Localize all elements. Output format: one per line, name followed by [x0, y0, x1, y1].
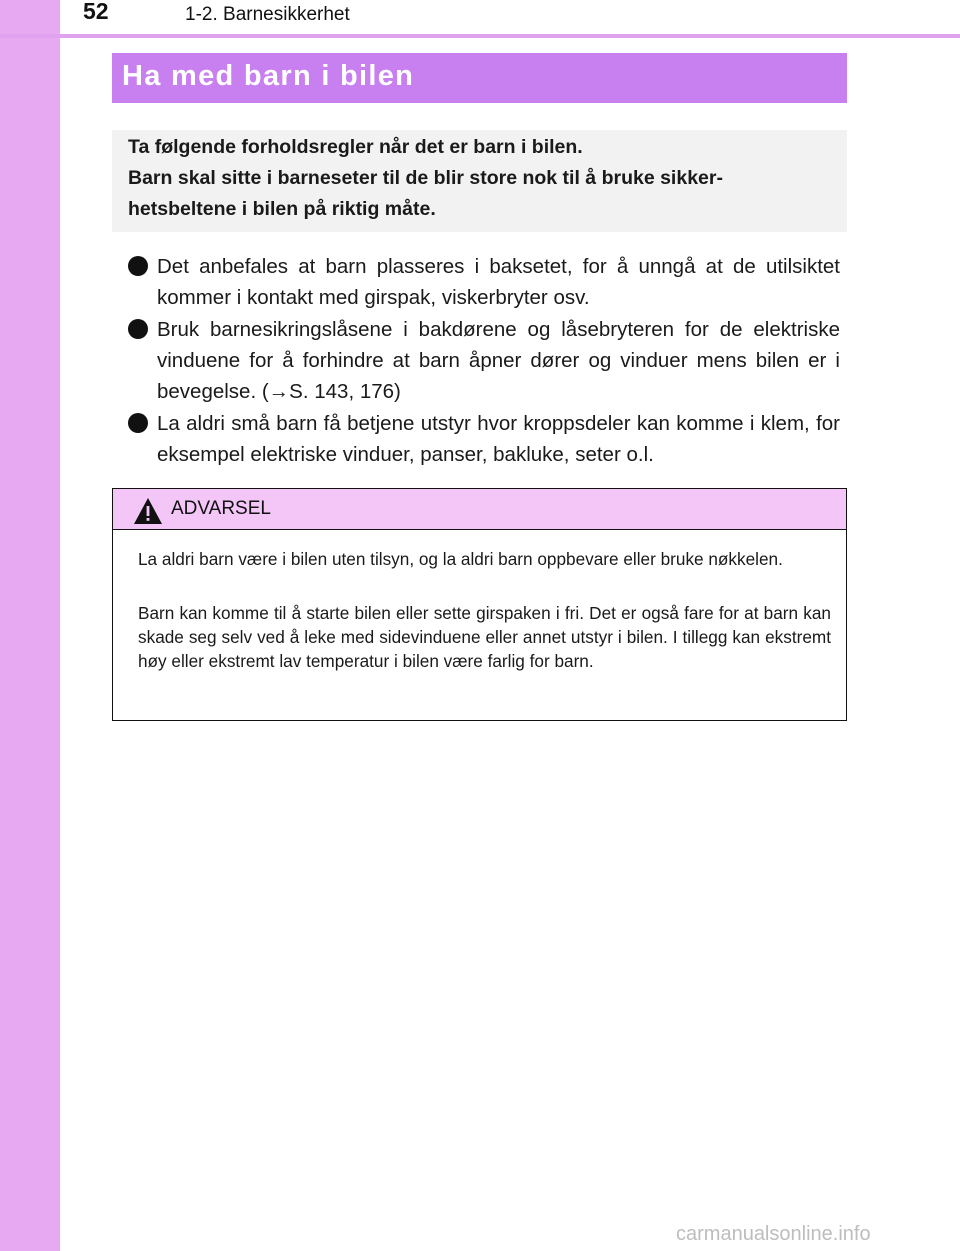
page-title: Ha med barn i bilen: [122, 60, 415, 92]
intro-box: [112, 130, 847, 232]
page-number: 52: [83, 0, 109, 24]
bullet-item: [128, 251, 840, 313]
bullet-text: La aldri små barn få betjene utstyr hvor kroppsdeler kan komme i klem, for eksempel elektriske vinduer, panser, bakluke, seter o.l.: [157, 412, 840, 466]
section-label: 1-2. Barnesikkerhet: [185, 4, 350, 25]
bullet-dot-icon: [128, 413, 148, 433]
warning-header: [113, 489, 846, 530]
left-margin-strip: [0, 0, 60, 1251]
warning-paragraph: Barn kan komme til å starte bilen eller sette girspaken i fri. Det er også fare for at barn kan skade seg selv ved å leke med sidevinduene eller annet utstyr i bilen. I tillegg kan ekstremt høy eller ekstremt lav temperatur i bilen være farlig for barn.: [138, 603, 831, 671]
warning-box: [112, 488, 847, 721]
bullet-text: Det anbefales at barn plasseres i baksetet, for å unngå at de utilsiktet kommer i kontakt med girspak, viskerbryter osv.: [157, 255, 840, 309]
header-rule: [0, 34, 960, 38]
bullet-text: Bruk barnesikringslåsene i bakdørene og låsebryteren for de elektriske vinduene for å forhindre at barn åpner dører og vinduer mens bilen er i bevegelse. (→S. 143, 176): [157, 318, 840, 403]
warning-paragraph: La aldri barn være i bilen uten tilsyn, og la aldri barn oppbevare eller bruke nøkkelen.: [138, 549, 783, 569]
bullet-item: [128, 408, 840, 470]
watermark: carmanualsonline.info: [676, 1223, 871, 1245]
bullet-dot-icon: [128, 256, 148, 276]
warning-title: ADVARSEL: [171, 498, 271, 519]
title-bar: [112, 53, 847, 103]
bullet-item: [128, 314, 840, 407]
bullet-dot-icon: [128, 319, 148, 339]
warning-triangle-icon: [133, 497, 163, 525]
intro-line-2: Barn skal sitte i barneseter til de blir store nok til å bruke sikker-: [128, 167, 723, 189]
intro-line-3: hetsbeltene i bilen på riktig måte.: [128, 198, 436, 220]
intro-line-1: Ta følgende forholdsregler når det er barn i bilen.: [128, 136, 583, 158]
